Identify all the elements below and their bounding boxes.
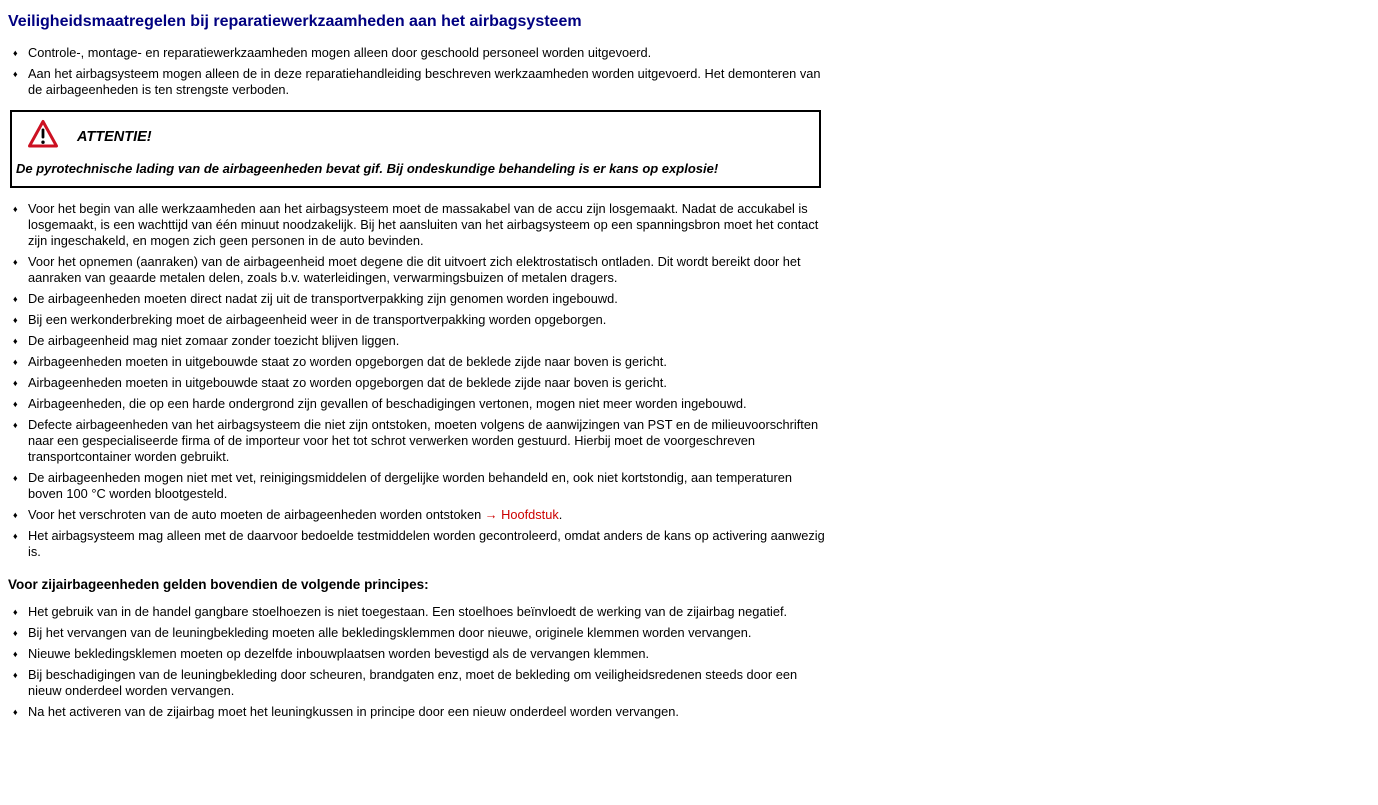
side-airbag-heading: Voor zijairbageenheden gelden bovendien de volgende principes: <box>8 577 429 592</box>
link-bullet-list <box>12 507 826 523</box>
link-bullet-text-before: Voor het verschroten van de auto moeten de airbageenheden worden ontstoken <box>28 507 485 522</box>
list-item <box>12 604 826 620</box>
main-bullet-list-2 <box>12 528 826 560</box>
main-bullet-list-1 <box>12 201 826 502</box>
list-item <box>12 354 826 370</box>
list-item <box>12 528 826 560</box>
list-item-text: Bij beschadigingen van de leuningbekleding door scheuren, brandgaten enz, moet de bekleding om veiligheidsredenen steeds door een nieuw onderdeel worden vervangen. <box>28 667 798 698</box>
link-bullet-text-after: . <box>558 507 563 522</box>
list-item <box>12 66 826 98</box>
list-item <box>12 312 826 328</box>
list-item-text: Defecte airbageenheden van het airbagsysteem die niet zijn ontstoken, moeten volgens de aanwijzingen van PST en de milieuvoorschriften naar een gespecialiseerde firma of de importeur voor het tot schrot verwerken worden gestuurd. Hierbij moet de voorgeschreven transportcontainer worden gebruikt. <box>28 417 819 464</box>
warning-text: De pyrotechnische lading van de airbageenheden bevat gif. Bij ondeskundige behandeling is er kans op explosie! <box>16 161 719 176</box>
list-item <box>12 201 826 249</box>
list-item <box>12 667 826 699</box>
diamond-bullet-icon: ♦ <box>13 204 18 214</box>
diamond-bullet-icon: ♦ <box>13 357 18 367</box>
list-item <box>12 375 826 391</box>
diamond-bullet-icon: ♦ <box>13 607 18 617</box>
intro-bullet-list <box>12 45 826 98</box>
list-item <box>12 646 826 662</box>
diamond-bullet-icon: ♦ <box>13 48 18 58</box>
diamond-bullet-icon: ♦ <box>13 336 18 346</box>
list-item <box>12 45 826 61</box>
list-item <box>12 291 826 307</box>
hoofdstuk-link[interactable]: → Hoofdstuk <box>484 507 559 522</box>
list-item-text: Aan het airbagsysteem mogen alleen de in deze reparatiehandleiding beschreven werkzaamheden worden uitgevoerd. Het demonteren van de airbageenheden is ten strengste verboden. <box>28 66 821 97</box>
link-bullet-item <box>12 507 826 523</box>
list-item-text: Airbageenheden moeten in uitgebouwde staat zo worden opgeborgen dat de beklede zijde naar boven is gericht. <box>28 354 667 369</box>
list-item <box>12 254 826 286</box>
list-item-text: Voor het opnemen (aanraken) van de airbageenheid moet degene die dit uitvoert zich elektrostatisch ontladen. Dit wordt bereikt door het aanraken van geaarde metalen delen, zoals b.v. waterleidingen, verwarmingsbuizen of metalen dragers. <box>28 254 801 285</box>
list-item-text: De airbageenheden moeten direct nadat zij uit de transportverpakking zijn genomen worden ingebouwd. <box>28 291 618 306</box>
list-item-text: De airbageenheid mag niet zomaar zonder toezicht blijven liggen. <box>28 333 400 348</box>
list-item <box>12 704 826 720</box>
diamond-bullet-icon: ♦ <box>13 378 18 388</box>
list-item-text: Het gebruik van in de handel gangbare stoelhoezen is niet toegestaan. Een stoelhoes beïnvloedt de werking van de zijairbag negatief. <box>28 604 788 619</box>
warning-box <box>10 110 821 188</box>
list-item-text: Bij het vervangen van de leuningbekleding moeten alle bekledingsklemmen door nieuwe, originele klemmen worden vervangen. <box>28 625 752 640</box>
list-item-text: Airbageenheden moeten in uitgebouwde staat zo worden opgeborgen dat de beklede zijde naar boven is gericht. <box>28 375 667 390</box>
diamond-bullet-icon: ♦ <box>13 315 18 325</box>
diamond-bullet-icon: ♦ <box>13 420 18 430</box>
list-item <box>12 625 826 641</box>
diamond-bullet-icon: ♦ <box>13 257 18 267</box>
list-item-text: Na het activeren van de zijairbag moet het leuningkussen in principe door een nieuw onderdeel worden vervangen. <box>28 704 679 719</box>
list-item <box>12 470 826 502</box>
list-item-text: Bij een werkonderbreking moet de airbageenheid weer in de transportverpakking worden opgeborgen. <box>28 312 607 327</box>
list-item-text: De airbageenheden mogen niet met vet, reinigingsmiddelen of dergelijke worden behandeld en, ook niet kortstondig, aan temperaturen boven 100 °C worden blootgesteld. <box>28 470 793 501</box>
diamond-bullet-icon: ♦ <box>13 649 18 659</box>
diamond-bullet-icon: ♦ <box>13 628 18 638</box>
list-item <box>12 417 826 465</box>
list-item <box>12 396 826 412</box>
warning-title: ATTENTIE! <box>77 128 152 145</box>
list-item-text: Het airbagsysteem mag alleen met de daarvoor bedoelde testmiddelen worden gecontroleerd, omdat anders de kans op activering aanwezig is. <box>28 528 825 559</box>
diamond-bullet-icon: ♦ <box>13 707 18 717</box>
page-title: Veiligheidsmaatregelen bij reparatiewerkzaamheden aan het airbagsysteem <box>8 13 582 30</box>
diamond-bullet-icon: ♦ <box>13 69 18 79</box>
diamond-bullet-icon: ♦ <box>13 399 18 409</box>
list-item-text: Airbageenheden, die op een harde ondergrond zijn gevallen of beschadigingen vertonen, mogen niet meer worden ingebouwd. <box>28 396 747 411</box>
diamond-bullet-icon: ♦ <box>13 531 18 541</box>
diamond-bullet-icon: ♦ <box>13 510 18 520</box>
warning-triangle-icon <box>27 119 59 154</box>
side-airbag-bullet-list <box>12 604 826 720</box>
list-item-text: Nieuwe bekledingsklemen moeten op dezelfde inbouwplaatsen worden bevestigd als de vervangen klemmen. <box>28 646 650 661</box>
diamond-bullet-icon: ♦ <box>13 294 18 304</box>
diamond-bullet-icon: ♦ <box>13 670 18 680</box>
list-item <box>12 333 826 349</box>
diamond-bullet-icon: ♦ <box>13 473 18 483</box>
list-item-text: Voor het begin van alle werkzaamheden aan het airbagsysteem moet de massakabel van de accu zijn losgemaakt. Nadat de accukabel is losgemaakt, is een wachttijd van één minuut noodzakelijk. Bij het aansluiten van het airbagsysteem op een spanningsbron moet het contact zijn ingeschakeld, en mogen zich geen personen in de auto bevinden. <box>28 201 819 248</box>
list-item-text: Controle-, montage- en reparatiewerkzaamheden mogen alleen door geschoold personeel worden uitgevoerd. <box>28 45 652 60</box>
warning-box-header <box>16 119 811 154</box>
